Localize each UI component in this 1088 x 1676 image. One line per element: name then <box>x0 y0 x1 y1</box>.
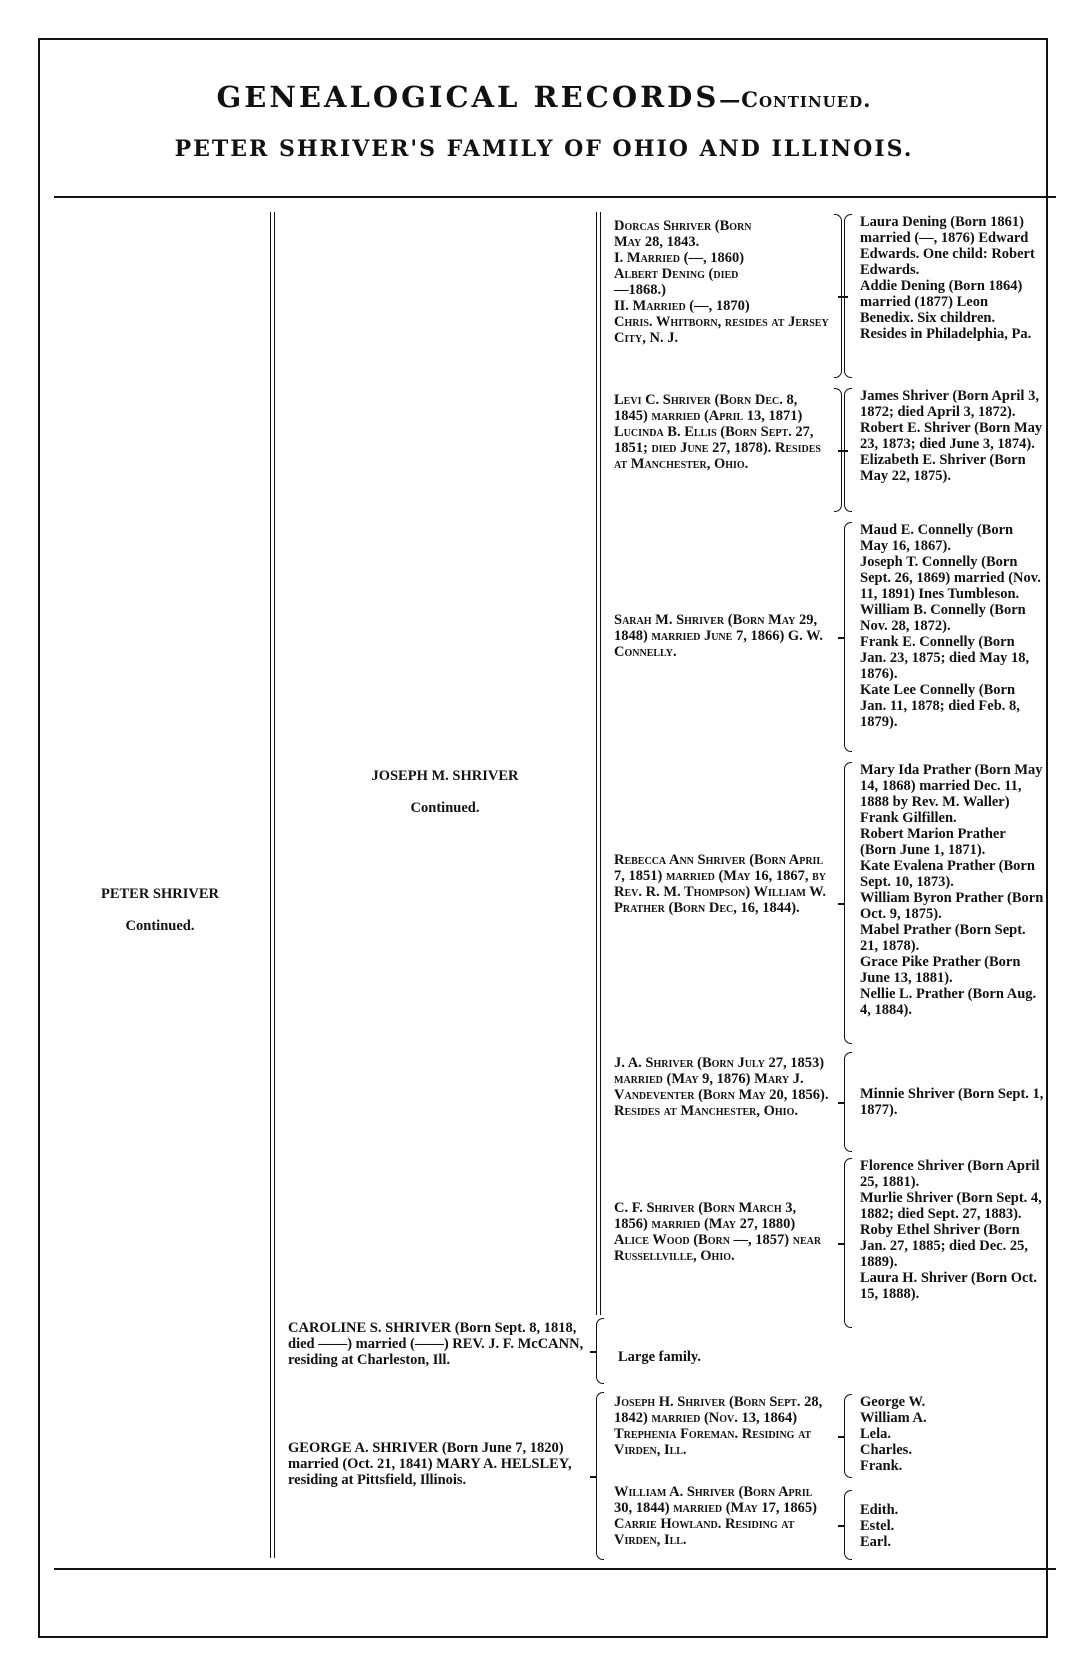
george-shriver-entry: GEORGE A. SHRIVER (Born June 7, 1820) married (Oct. 21, 1841) MARY A. HELSLEY, residing at Pittsfield, Illinois. <box>288 1440 572 1488</box>
ja-children-list: Minnie Shriver (Born Sept. 1, 1877). <box>860 1086 1044 1118</box>
peter-name: PETER SHRIVER <box>100 886 220 902</box>
william-a-children-list: Edith. Estel. Earl. <box>860 1502 899 1550</box>
joseph-name: JOSEPH M. SHRIVER <box>371 768 519 784</box>
brace-dorcas-children <box>844 214 852 378</box>
dorcas-children-list: Laura Dening (Born 1861) married (—, 1876) Edward Edwards. One child: Robert Edwards. Addie Dening (Born 1864) married (1877) Leon Benedix. Six children. Resides in Philadelphia, Pa. <box>860 214 1035 342</box>
brace-levi-children <box>844 388 852 512</box>
brace-cf-children <box>844 1158 852 1328</box>
brace-george <box>596 1392 604 1560</box>
joseph-note: Continued. <box>410 800 480 816</box>
brace-caroline <box>596 1318 604 1384</box>
joseph-h-shriver-entry: Joseph H. Shriver (Born Sept. 28, 1842) married (Nov. 13, 1864) Trephenia Foreman. Residing at Virden, Ill. <box>614 1394 823 1458</box>
brace-rebecca-children <box>844 762 852 1044</box>
bottom-rule <box>54 1568 1056 1570</box>
sarah-children-list: Maud E. Connelly (Born May 16, 1867). Joseph T. Connelly (Born Sept. 26, 1869) married (Nov. 11, 1891) Ines Tumbleson. William B. Connelly (Born Nov. 28, 1872). Frank E. Connelly (Born Jan. 23, 1875; died May 18, 1876). Kate Lee Connelly (Born Jan. 11, 1878; died Feb. 8, 1879). <box>860 522 1041 730</box>
levi-shriver-entry: Levi C. Shriver (Born Dec. 8, 1845) married (April 13, 1871) Lucinda B. Ellis (Born Sept. 27, 1851; died June 27, 1878). Resides at Manchester, Ohio. <box>614 392 821 472</box>
brace-william-a-children <box>844 1490 852 1560</box>
dorcas-shriver-entry: Dorcas Shriver (Born May 28, 1843. I. Married (—, 1860) Albert Dening (died —1868.) II. Married (—, 1870) Chris. Whitborn, resides at Jersey City, N. J. <box>614 218 829 346</box>
top-rule <box>54 196 1056 198</box>
brace-sarah-children <box>844 522 852 752</box>
rebecca-children-list: Mary Ida Prather (Born May 14, 1868) married Dec. 11, 1888 by Rev. M. Waller) Frank Gilfillen. Robert Marion Prather (Born June 1, 1871). Kate Evalena Prather (Born Sept. 10, 1873). William Byron Prather (Born Oct. 9, 1875). Mabel Prather (Born Sept. 21, 1878). Grace Pike Prather (Born June 13, 1881). Nellie L. Prather (Born Aug. 4, 1884). <box>860 762 1044 1018</box>
joseph-h-children-list: George W. William A. Lela. Charles. Frank. <box>860 1394 927 1474</box>
ja-shriver-entry: J. A. Shriver (Born July 27, 1853) married (May 9, 1876) Mary J. Vandeventer (Born May 20, 1856). Resides at Manchester, Ohio. <box>614 1055 829 1119</box>
rebecca-shriver-entry: Rebecca Ann Shriver (Born April 7, 1851) married (May 16, 1867, by Rev. R. M. Thompson) William W. Prather (Born Dec, 16, 1844). <box>614 852 827 916</box>
joseph-m-shriver-entry <box>300 752 590 832</box>
levi-children-list: James Shriver (Born April 3, 1872; died April 3, 1872). Robert E. Shriver (Born May 23, 1873; died June 3, 1874). Elizabeth E. Shriver (Born May 22, 1875). <box>860 388 1043 484</box>
page-title <box>0 80 1088 114</box>
cf-children-list: Florence Shriver (Born April 25, 1881). Murlie Shriver (Born Sept. 4, 1882; died Sept. 27, 1883). Roby Ethel Shriver (Born Jan. 27, 1885; died Dec. 25, 1889). Laura H. Shriver (Born Oct. 15, 1888). <box>860 1158 1042 1302</box>
peter-shriver-entry <box>60 870 260 950</box>
large-family-text: Large family. <box>618 1349 701 1365</box>
divider-col2 <box>270 212 275 1558</box>
cf-shriver-entry: C. F. Shriver (Born March 3, 1856) married (May 27, 1880) Alice Wood (Born —, 1857) near Russellville, Ohio. <box>614 1200 822 1264</box>
sarah-shriver-entry: Sarah M. Shriver (Born May 29, 1848) married June 7, 1866) G. W. Connelly. <box>614 612 823 660</box>
page-subtitle: PETER SHRIVER'S FAMILY OF OHIO AND ILLINOIS. <box>174 136 914 162</box>
brace-ja-children <box>844 1052 852 1152</box>
divider-col3-joseph <box>596 212 601 1315</box>
brace-joseph-h-children <box>844 1394 852 1478</box>
peter-note: Continued. <box>125 918 195 934</box>
william-a-shriver-entry: William A. Shriver (Born April 30, 1844) married (May 17, 1865) Carrie Howland. Residing at Virden, Ill. <box>614 1484 817 1548</box>
caroline-shriver-entry: CAROLINE S. SHRIVER (Born Sept. 8, 1818, died ——) married (——) REV. J. F. McCANN, residing at Charleston, Ill. <box>288 1320 584 1368</box>
title-suffix: —Continued. <box>719 87 872 112</box>
title-main: GENEALOGICAL RECORDS <box>216 80 720 114</box>
